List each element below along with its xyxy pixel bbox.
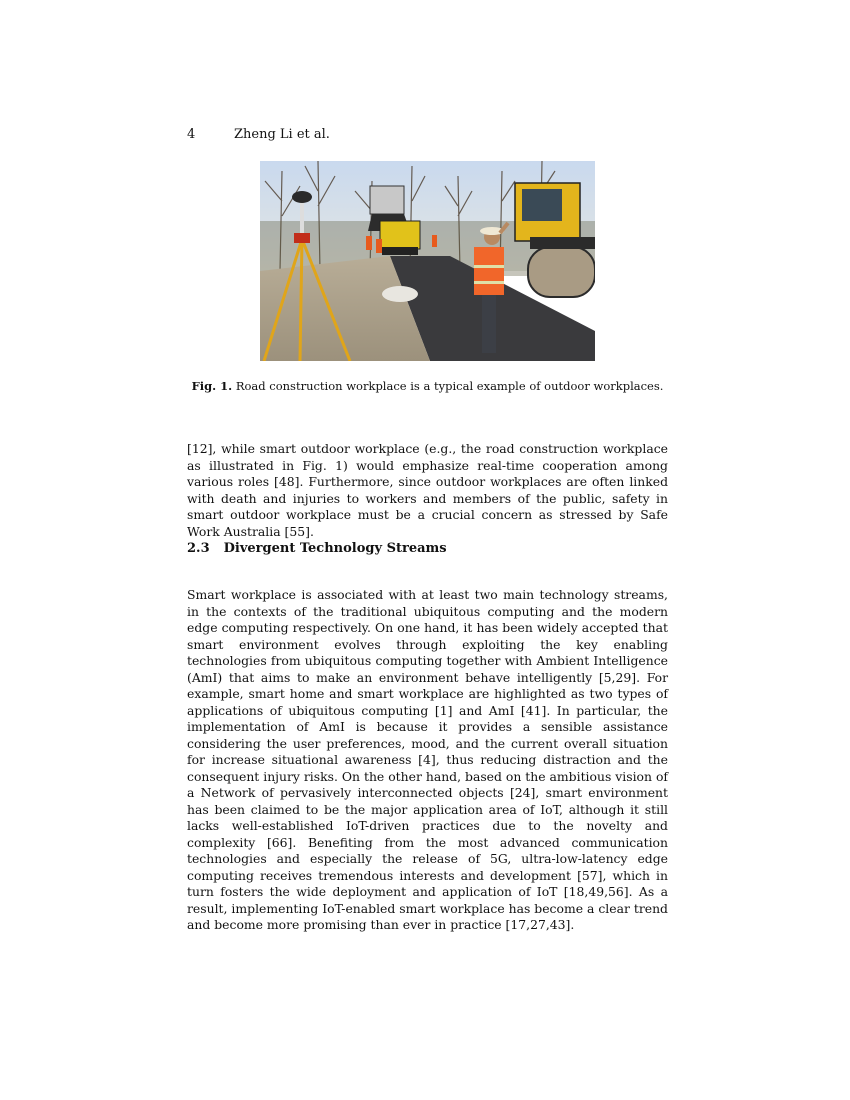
figure-road-construction-photo (260, 161, 595, 361)
running-head: Zheng Li et al. (234, 127, 330, 142)
section-number: 2.3 (187, 541, 210, 556)
figure-label: Fig. 1. (191, 379, 233, 393)
figure-caption (187, 379, 668, 394)
body-paragraph: Smart workplace is associated with at least two main technology streams, in the contexts of the traditional ubiquitous computing and the modern edge computing respectively. On one hand, it has been widely accepted that smart environment evolves through exploiting the key enabling technologies from ubiquitous computing together with Ambient Intelligence (AmI) that aims to make an environment behave intelligently [5,29]. For example, smart home and smart workplace are highlighted as two types of applications of ubiquitous computing [1] and AmI [41]. In particular, the implementation of AmI is because it provides a sensible assistance considering the user preferences, mood, and the current overall situation for increase situational awareness [4], thus reducing distraction and the consequent injury risks. On the other hand, based on the ambitious vision of a Network of pervasively interconnected objects [24], smart environment has been claimed to be the major application area of IoT, although it still lacks well-established IoT-driven practices due to the novelty and complexity [66]. Benefiting from the most advanced communication technologies and especially the release of 5G, ultra-low-latency edge computing receives tremendous interests and development [57], which in turn fosters the wide deployment and application of IoT [18,49,56]. As a result, implementing IoT-enabled smart workplace has become a clear trend and become more promising than ever in practice [17,27,43]. (187, 587, 668, 933)
body-paragraph: [12], while smart outdoor workplace (e.g., the road construction workplace as illustrated in Fig. 1) would emphasize real-time cooperation among various roles [48]. Furthermore, since outdoor workplaces are often linked with death and injuries to workers and members of the public, safety in smart outdoor workplace must be a crucial concern as stressed by Safe Work Australia [55]. (187, 441, 668, 539)
page-number: 4 (187, 127, 196, 142)
figure-caption-text: Road construction workplace is a typical example of outdoor workplaces. (235, 379, 664, 393)
section-heading (187, 541, 447, 557)
section-title: Divergent Technology Streams (223, 541, 447, 556)
